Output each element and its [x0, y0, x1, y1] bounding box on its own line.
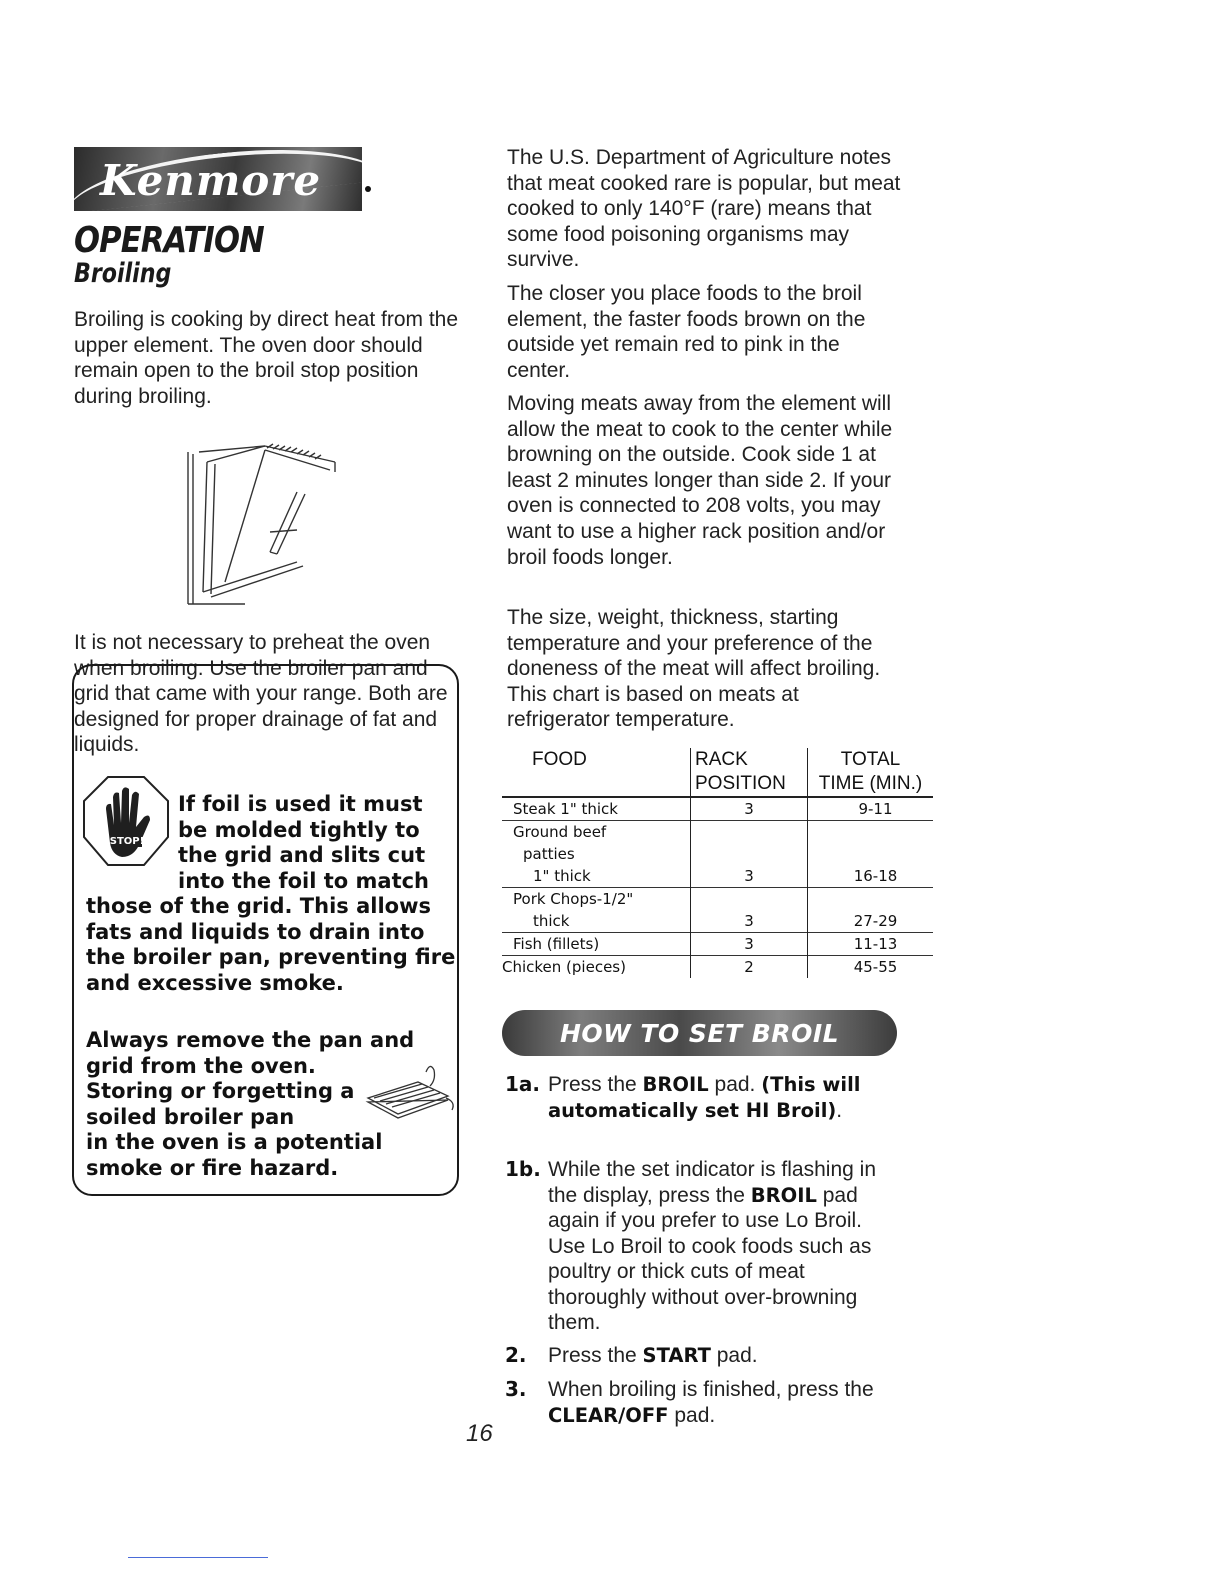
- food-cell: Chicken (pieces): [502, 958, 626, 976]
- food-cell: Pork Chops-1/2" thick: [513, 890, 634, 930]
- time-cell: 27-29: [808, 888, 934, 933]
- subsection-title: Broiling: [74, 258, 172, 289]
- broiling-table: [502, 748, 933, 978]
- step-number: 1a.: [505, 1072, 541, 1096]
- broiling-chart: [502, 748, 923, 978]
- warning-line-5: in the oven is a potential smoke or fire hazard.: [86, 1130, 383, 1180]
- header-time: TOTAL TIME (MIN.): [808, 748, 934, 797]
- logo-dot: [365, 186, 371, 192]
- warning-line-2: those of the grid. This allows fats and liquids to drain into the broiler pan, preventing fire and excessive smoke.: [86, 894, 456, 995]
- stop-hand-icon: [80, 773, 172, 869]
- how-to-set-broil-banner: [502, 1010, 897, 1056]
- step-1b: While the set indicator is flashing in the display, press the BROIL pad again if you prefer to use Lo Broil. Use Lo Broil to cook foods such as poultry or thick cuts of meat thoroughly without over-browning them.: [548, 1158, 876, 1334]
- food-cell: Steak 1" thick: [513, 800, 618, 818]
- rack-cell: 3: [691, 933, 808, 956]
- preheat-paragraph: It is not necessary to preheat the oven when broiling. Use the broiler pan and grid that came with your range. Both are designed for proper drainage of fat and liquids.: [74, 631, 448, 757]
- header-food: FOOD: [532, 749, 587, 770]
- time-cell: 16-18: [808, 821, 934, 888]
- rack-cell: 3: [691, 797, 808, 821]
- usda-paragraph: The U.S. Department of Agriculture notes that meat cooked rare is popular, but meat cooked to only 140°F (rare) means that some food poisoning organisms may survive.: [507, 146, 901, 272]
- rack-cell: 3: [691, 821, 808, 888]
- logo-text: Kenmore: [100, 156, 322, 205]
- step-1a: Press the BROIL pad. (This will automatically set HI Broil).: [548, 1073, 861, 1122]
- table-row: [502, 821, 933, 888]
- table-row: [502, 797, 933, 821]
- oven-door-illustration: [185, 432, 350, 610]
- food-cell: Fish (fillets): [513, 935, 600, 953]
- footer-divider: [128, 1557, 268, 1558]
- kenmore-logo: [74, 147, 362, 211]
- closer-paragraph: The closer you place foods to the broil element, the faster foods brown on the outside yet remain red to pink in the center.: [507, 282, 866, 382]
- broiler-pan-icon: [360, 1062, 460, 1122]
- warning-line-1: If foil is used it must be molded tightly to the grid and slits cut into the foil to match: [178, 792, 430, 893]
- step-2: Press the START pad.: [548, 1344, 758, 1367]
- step-number: 3.: [505, 1377, 527, 1401]
- step-number: 1b.: [505, 1157, 541, 1181]
- table-header-row: [502, 748, 933, 797]
- step-3: When broiling is finished, press the CLEAR/OFF pad.: [548, 1378, 874, 1427]
- intro-paragraph: Broiling is cooking by direct heat from the upper element. The oven door should remain open to the broil stop position during broiling.: [74, 308, 459, 408]
- page-number: 16: [466, 1420, 493, 1447]
- banner-title: HOW TO SET BROIL: [559, 1018, 840, 1048]
- table-row: [502, 888, 933, 933]
- size-paragraph: The size, weight, thickness, starting temperature and your preference of the doneness of the meat will affect broiling. This chart is based on meats at refrigerator temperature.: [507, 606, 881, 732]
- rack-cell: 3: [691, 888, 808, 933]
- section-title: OPERATION: [74, 220, 264, 261]
- rack-cell: 2: [691, 956, 808, 979]
- table-row: [502, 956, 933, 979]
- moving-paragraph: Moving meats away from the element will allow the meat to cook to the center while browning on the outside. Cook side 1 at least 2 minutes longer than side 2. If your oven is connected to 208 volts, you may want to use a higher rack position and/or broil foods longer.: [507, 392, 893, 569]
- stop-label: STOP!: [109, 836, 145, 847]
- warning-line-3: Always remove the pan and grid from the oven.: [86, 1028, 415, 1078]
- time-cell: 45-55: [808, 956, 934, 979]
- header-rack: RACK POSITION: [691, 748, 808, 797]
- food-cell: Ground beef patties 1" thick: [513, 823, 607, 885]
- table-row: [502, 933, 933, 956]
- step-number: 2.: [505, 1343, 527, 1367]
- time-cell: 11-13: [808, 933, 934, 956]
- time-cell: 9-11: [808, 797, 934, 821]
- warning-line-4: Storing or forgetting a soiled broiler pan: [86, 1079, 355, 1129]
